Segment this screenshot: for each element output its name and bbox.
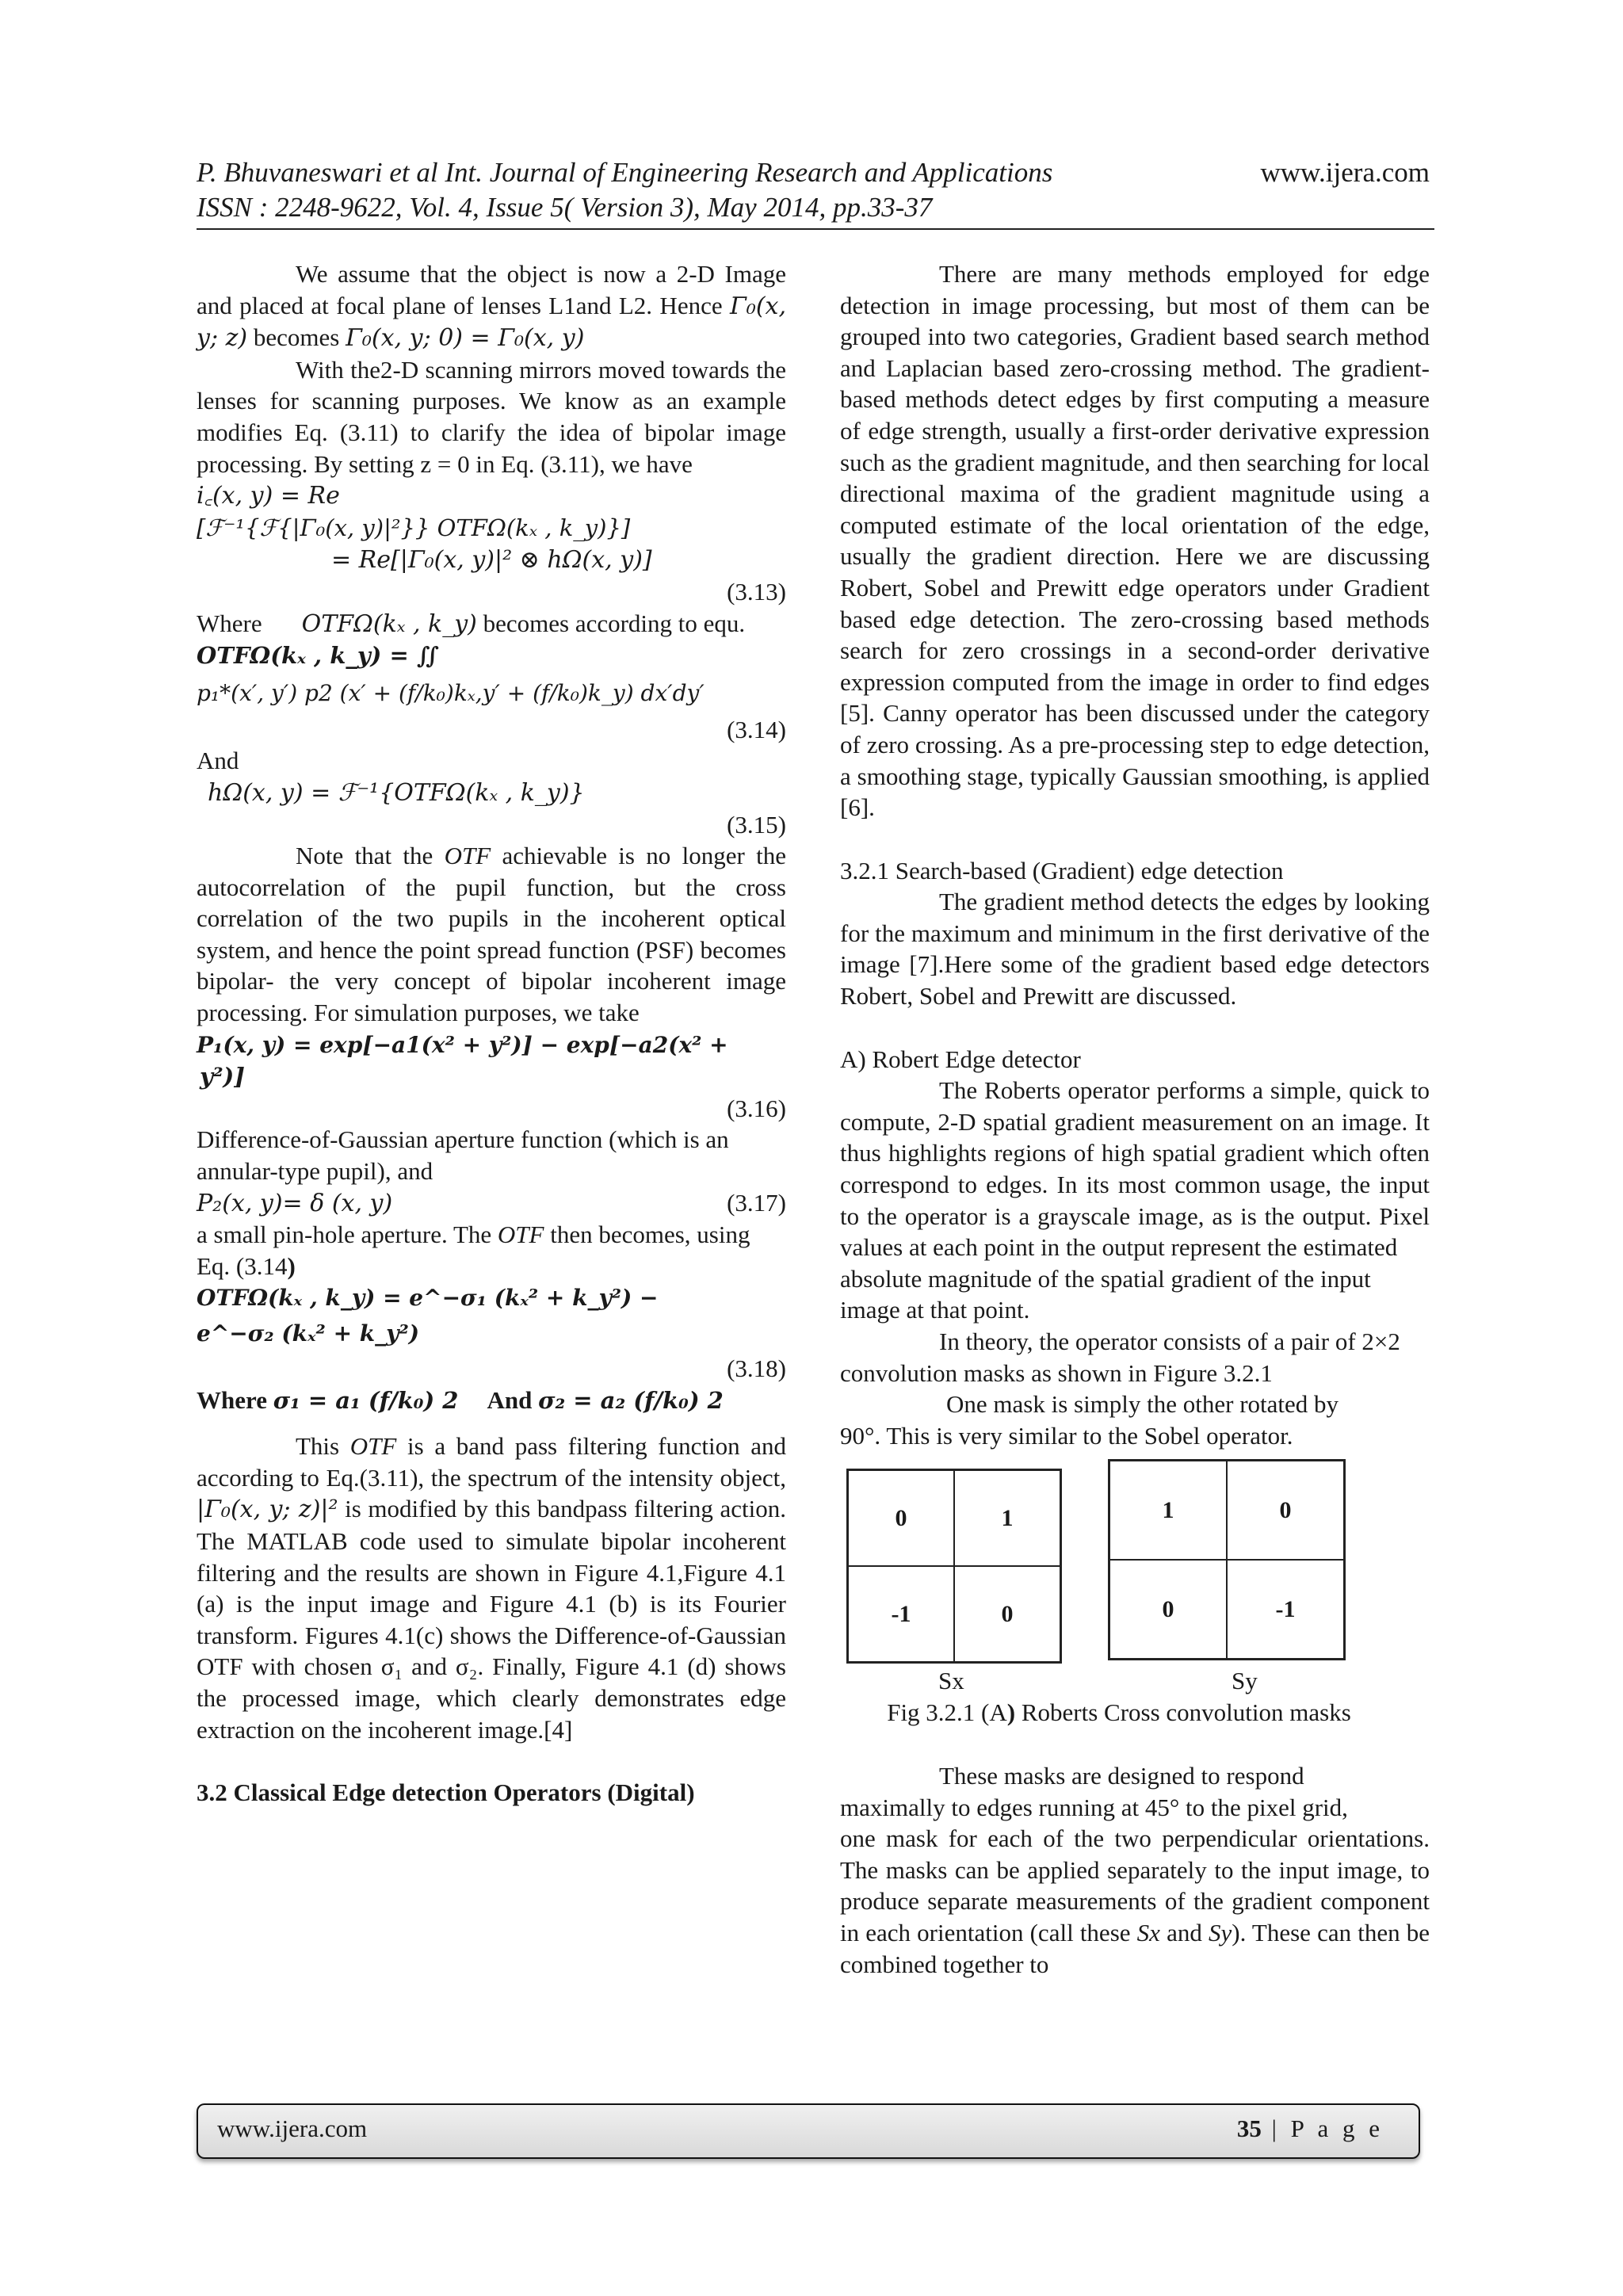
equation-number-3-15: (3.15) [727, 810, 786, 839]
text: Fig 3.2.1 (A [887, 1698, 1007, 1727]
text: OTF [349, 1432, 397, 1461]
paragraph-dog-aperture: Difference-of-Gaussian aperture function (which is an annular-type pupil), and [197, 1125, 729, 1186]
equation-text: e^−σ₂ (kₓ² + k_y²) [197, 1320, 419, 1347]
footer-page [1237, 2115, 1384, 2143]
paragraph-roberts-operator: The Roberts operator performs a simple, quick to compute, 2-D spatial gradient measurement on an image. It thus highlights regions of high spatial gradient which often correspond to edges. In its most common usage, the input to the operator is a grayscale image, as is the output. Pixel values at each point in the output represent the estimated [840, 1076, 1430, 1262]
equation-3-15 [197, 777, 786, 809]
text: ) [287, 1251, 296, 1280]
right-column [840, 258, 1430, 1980]
equation-3-16-line2 [197, 1060, 786, 1093]
text: becomes [247, 323, 346, 352]
gamma-z-equation: Γ₀(x, y; z) [197, 292, 786, 353]
text: a small pin-hole aperture. The [197, 1221, 498, 1249]
equation-3-14-line1 [197, 640, 786, 672]
paragraph-pinhole [197, 1219, 786, 1282]
equation-text: OTFΩ(kₓ , k_y) = ∬ [197, 642, 440, 670]
equation-3-16-line1 [197, 1029, 786, 1061]
paragraph-otf-note [197, 840, 786, 1029]
sy-label: Sy [1232, 1667, 1258, 1695]
equation-text: P₁(x, y) = exp[−a1(x² + y²)] − exp[−a2(x² + [197, 1031, 728, 1058]
page-number: 35 [1236, 2115, 1262, 2142]
text: OTF [444, 842, 491, 870]
text: Sy [1208, 1918, 1232, 1946]
mask-sx [846, 1469, 1062, 1664]
equation-number-3-17: (3.17) [727, 1188, 786, 1217]
equation-3-13-line2 [197, 512, 786, 544]
paragraph-rotated: One mask is simply the other rotated by [946, 1390, 1339, 1419]
running-header-issn: ISSN : 2248-9622, Vol. 4, Issue 5( Version 3), May 2014, pp.33-37 [197, 192, 933, 223]
mask-cell: 1 [954, 1470, 1060, 1566]
sigma1-equation: σ₁ = a₁ (f/k₀) 2 [273, 1386, 459, 1414]
paragraph-masks-respond-tail [840, 1823, 1430, 1980]
equation-number-3-13: (3.13) [727, 577, 786, 606]
mask-cell: 0 [1109, 1560, 1227, 1659]
footer-url: www.ijera.com [217, 2115, 368, 2142]
paragraph-edge-methods: There are many methods employed for edge detection in image processing, but most of them can be grouped into two categories, Gradient based search method and Laplacian based zero-crossing method. The gradient-based methods detect edges by first computing a measure of edge strength, usually a first-order derivative expression such as the gradient magnitude, and then searching for local directional maxima of the gradient magnitude using a computed estimate of the local orientation of the edge, usually the gradient direction. Here we are discussing Robert, Sobel and Prewitt edge operators under Gradient based edge detection. The zero-crossing based methods search for zero crossings in a second-order derivative expression computed from the image in order to find edges [5]. Canny operator has been discussed under the category of zero crossing. As a pre-processing step to edge detection, a smoothing stage, typically Gaussian smoothing, is applied [6]. [840, 260, 1430, 822]
gamma-zero-equation: Γ₀(x, y; 0) = Γ₀(x, y) [346, 324, 585, 353]
text: is modified by this bandpass filtering action. The MATLAB code used to simulate bipolar incoherent filtering and the results are shown in Figure 4.1,Figure 4.1 (a) is the input image and Figure 4.1 (b) is its Fourier transform. Figures 4.1(c) shows the Difference-of-Gaussian OTF with chosen σ₁ and σ₂. Finally, Figure 4.1 (d) shows the processed image, which clearly demonstrates edge extraction on the incoherent image.[4] [197, 1495, 786, 1744]
section-heading-3-2: 3.2 Classical Edge detection Operators (Digital) [197, 1778, 695, 1807]
paragraph-rotated-cont: 90°. This is very similar to the Sobel operator. [840, 1421, 1293, 1450]
paragraph-masks-respond: These masks are designed to respond [939, 1761, 1304, 1790]
text: ) [1006, 1698, 1016, 1727]
mask-cell: 1 [1109, 1461, 1227, 1560]
text: ). These can then be combined together to [840, 1918, 1430, 1978]
equation-3-17 [197, 1187, 786, 1220]
text: Sx [1136, 1918, 1160, 1946]
text: And [487, 1385, 533, 1414]
mask-cell: -1 [1227, 1560, 1344, 1659]
text: then becomes, using Eq. (3.14 [197, 1221, 750, 1280]
text: is a band pass filtering function and according to Eq.(3.11), the spectrum of the intensity object, [197, 1432, 786, 1492]
sx-label: Sx [938, 1667, 964, 1695]
section-heading-3-2-1: 3.2.1 Search-based (Gradient) edge detection [840, 856, 1284, 884]
equation-3-13-line1 [197, 479, 786, 512]
header-rule [197, 228, 1434, 230]
equation-3-18-line1 [197, 1282, 786, 1314]
equation-text: OTFΩ(kₓ , k_y) = e^−σ₁ (kₓ² + k_y²) − [197, 1285, 659, 1312]
equation-number-3-16: (3.16) [727, 1094, 786, 1122]
paragraph-object-2d [197, 258, 786, 354]
mask-cell: 0 [954, 1566, 1060, 1662]
equation-text: i꜀(x, y) = Re [197, 482, 340, 510]
equation-text: = Re[|Γ₀(x, y)|² ⊗ hΩ(x, y)] [331, 546, 652, 575]
equation-text: p₁*(x′, y′) p2 (x′ + (f/k₀)kₓ,y′ + (f/k₀)k_y) dx′dy′ [197, 679, 705, 706]
equation-text: [ℱ⁻¹{ℱ{|Γ₀(x, y)|²}} OTFΩ(kₓ , k_y)}] [197, 514, 631, 541]
sigma2-equation: σ₂ = a₂ (f/k₀) 2 [538, 1386, 724, 1414]
otf-symbol: OTFΩ(kₓ , k_y) [301, 609, 477, 638]
equation-text: y²)] [200, 1063, 245, 1091]
text: Where [197, 609, 262, 637]
equation-3-14-line2 [197, 672, 786, 714]
text: Note that the [296, 842, 445, 870]
left-column [197, 258, 786, 1809]
paragraph-roberts-operator-cont: absolute magnitude of the spatial gradient of the input image at that point. [840, 1264, 1371, 1324]
equation-number-3-14: (3.14) [727, 715, 786, 743]
text: one mask for each of the two perpendicular orientations. The masks can be applied separately to the input image, to produce separate measurements of the gradient component in each orientation (call these [840, 1824, 1430, 1946]
mask-cell: -1 [848, 1566, 954, 1662]
running-header-citation: P. Bhuvaneswari et al Int. Journal of Engineering Research and Applications [197, 157, 1053, 188]
paragraph-bandpass [197, 1431, 786, 1745]
text: and [1159, 1918, 1209, 1946]
where-sigma-line [197, 1385, 786, 1417]
text: achievable is no longer the autocorrelation of the pupil function, but the cross correlation of the two pupils in the incoherent optical system, and hence the point spread function (PSF) becomes bipolar- the very concept of bipolar incoherent image processing. For simulation purposes, we take [197, 842, 786, 1027]
text: This [296, 1432, 350, 1461]
text: Where [197, 1385, 267, 1414]
paragraph-masks-respond-cont: maximally to edges running at 45° to the pixel grid, [840, 1793, 1348, 1821]
equation-3-18-line2 [197, 1314, 786, 1353]
section-heading-robert: A) Robert Edge detector [840, 1045, 1081, 1073]
and-label: And [197, 747, 239, 775]
text: Roberts Cross convolution masks [1015, 1698, 1351, 1727]
mask-sy [1108, 1459, 1346, 1660]
paragraph-scanning: With the2-D scanning mirrors moved towards the lenses for scanning purposes. We know as an example modifies Eq. (3.11) to clarify the idea of bipolar image processing. By setting z = 0 in Eq. (3.11), we have [197, 355, 786, 478]
mask-cell: 0 [1227, 1461, 1344, 1560]
text: OTF [497, 1221, 544, 1249]
page-label: | P a g e [1261, 2115, 1384, 2142]
where-otf-line [197, 608, 786, 640]
paragraph-gradient-method: The gradient method detects the edges by looking for the maximum and minimum in the first derivative of the image [7].Here some of the gradient based edge detectors Robert, Sobel and Prewitt are discussed. [840, 888, 1430, 1010]
mask-cell: 0 [848, 1470, 954, 1566]
page-footer [197, 2103, 1420, 2159]
equation-number-3-18: (3.18) [727, 1354, 786, 1382]
equation-text: hΩ(x, y) = ℱ⁻¹{OTFΩ(kₓ , k_y)} [208, 778, 585, 807]
text: We assume that the object is now a 2-D Image and placed at focal plane of lenses L1and L2. Hence [197, 260, 786, 319]
paragraph-masks-pair: In theory, the operator consists of a pair of 2×2 convolution masks as shown in Figure 3.2.1 [840, 1328, 1400, 1387]
intensity-equation: |Γ₀(x, y; z)|² [197, 1496, 338, 1524]
text: becomes according to equ. [476, 609, 746, 637]
mask-labels [840, 1665, 1430, 1697]
roberts-masks-figure [840, 1459, 1430, 1665]
header-url: www.ijera.com [1260, 157, 1430, 188]
equation-text: P₂(x, y)= δ (x, y) [197, 1189, 393, 1217]
equation-3-13-line3 [197, 544, 786, 576]
figure-caption [840, 1697, 1430, 1729]
